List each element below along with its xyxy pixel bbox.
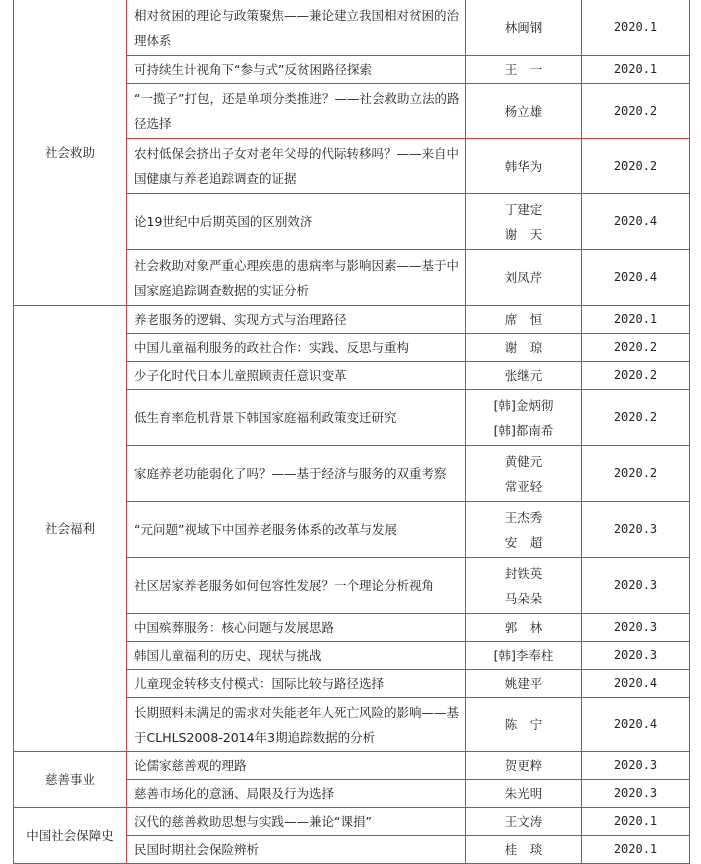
issue-date-cell: 2020.3	[582, 502, 690, 558]
article-title-cell: 养老服务的逻辑、实现方式与治理路径	[127, 306, 466, 334]
author-name: 王文涛	[504, 814, 543, 829]
table-row	[14, 306, 690, 334]
author-name: 朱光明	[504, 786, 543, 801]
article-title-cell: 社区居家养老服务如何包容性发展？一个理论分析视角	[127, 558, 466, 614]
article-title-cell: 家庭养老功能弱化了吗？——基于经济与服务的双重考察	[127, 446, 466, 502]
issue-date-cell: 2020.3	[582, 642, 690, 670]
issue-date-cell: 2020.2	[582, 362, 690, 390]
article-title-cell: 韩国儿童福利的历史、现状与挑战	[127, 642, 466, 670]
article-title-cell: 少子化时代日本儿童照顾责任意识变革	[127, 362, 466, 390]
author-name: 常亚轻	[504, 478, 543, 494]
issue-date-cell: 2020.2	[582, 446, 690, 502]
author-cell	[466, 306, 582, 334]
category-cell: 社会救助	[14, 0, 127, 306]
issue-date-cell: 2020.3	[582, 780, 690, 808]
author-name: 郭 林	[504, 620, 543, 635]
article-title-cell: 中国儿童福利服务的政社合作：实践、反思与重构	[127, 334, 466, 362]
author-cell	[466, 194, 582, 250]
author-name: 谢 天	[504, 226, 543, 242]
article-title-cell: 社会救助对象严重心理疾患的患病率与影响因素——基于中国家庭追踪调查数据的实证分析	[127, 250, 466, 306]
author-cell	[466, 808, 582, 836]
author-name: 封铁英	[504, 565, 543, 581]
issue-date-cell: 2020.2	[582, 84, 690, 139]
author-name: 韩华为	[504, 158, 543, 174]
issue-date-cell: 2020.2	[582, 139, 690, 194]
issue-date-cell: 2020.1	[582, 836, 690, 864]
author-name: 马朵朵	[504, 590, 543, 606]
table-row	[14, 808, 690, 836]
author-name: 安 超	[504, 534, 543, 550]
author-cell	[466, 670, 582, 698]
article-title-cell: 相对贫困的理论与政策聚焦——兼论建立我国相对贫困的治理体系	[127, 0, 466, 56]
issue-date-cell: 2020.2	[582, 390, 690, 446]
issue-date-cell: 2020.2	[582, 334, 690, 362]
author-name: 丁建定	[504, 201, 543, 217]
category-cell: 中国社会保障史	[14, 808, 127, 864]
table-row	[14, 0, 690, 56]
author-cell	[466, 84, 582, 139]
author-name: 林闽钢	[504, 20, 543, 35]
category-cell: 社会福利	[14, 306, 127, 752]
article-title-cell: 论儒家慈善观的理路	[127, 752, 466, 780]
table-row	[14, 752, 690, 780]
author-name: 贺更粹	[504, 758, 543, 773]
author-name: 张继元	[504, 368, 543, 383]
author-cell	[466, 250, 582, 306]
author-cell	[466, 56, 582, 84]
article-title-cell: “一揽子”打包，还是单项分类推进？——社会救助立法的路径选择	[127, 84, 466, 139]
author-name: 王杰秀	[504, 509, 543, 525]
author-cell	[466, 0, 582, 56]
article-title-cell: 可持续生计视角下“参与式”反贫困路径探索	[127, 56, 466, 84]
author-name: 杨立雄	[504, 103, 543, 119]
author-cell	[466, 836, 582, 864]
author-name: [韩]李奉柱	[493, 648, 554, 663]
article-title-cell: 长期照料未满足的需求对失能老年人死亡风险的影响——基于CLHLS2008-2014年3期追踪数据的分析	[127, 698, 466, 752]
author-cell	[466, 446, 582, 502]
issue-date-cell: 2020.1	[582, 306, 690, 334]
author-cell	[466, 139, 582, 194]
issue-date-cell: 2020.1	[582, 0, 690, 56]
author-cell	[466, 698, 582, 752]
issue-date-cell: 2020.1	[582, 56, 690, 84]
author-name: 姚建平	[504, 676, 543, 691]
author-name: [韩]金炳彻	[493, 397, 554, 413]
author-cell	[466, 558, 582, 614]
author-cell	[466, 642, 582, 670]
article-title-cell: 汉代的慈善救助思想与实践——兼论“课捐”	[127, 808, 466, 836]
author-name: 谢 琼	[504, 340, 543, 355]
issue-date-cell: 2020.3	[582, 558, 690, 614]
article-title-cell: “元问题”视域下中国养老服务体系的改革与发展	[127, 502, 466, 558]
category-cell: 慈善事业	[14, 752, 127, 808]
article-title-cell: 论19世纪中后期英国的区别效济	[127, 194, 466, 250]
author-name: [韩]都南希	[493, 422, 554, 438]
author-cell	[466, 780, 582, 808]
author-name: 刘凤芹	[504, 270, 543, 285]
issue-date-cell: 2020.4	[582, 194, 690, 250]
article-title-cell: 低生育率危机背景下韩国家庭福利政策变迁研究	[127, 390, 466, 446]
issue-date-cell: 2020.4	[582, 698, 690, 752]
article-title-cell: 民国时期社会保险辨析	[127, 836, 466, 864]
issue-date-cell: 2020.1	[582, 808, 690, 836]
article-title-cell: 儿童现金转移支付模式：国际比较与路径选择	[127, 670, 466, 698]
article-title-cell: 慈善市场化的意涵、局限及行为选择	[127, 780, 466, 808]
author-cell	[466, 752, 582, 780]
author-cell	[466, 362, 582, 390]
author-name: 席 恒	[504, 312, 543, 327]
issue-date-cell: 2020.3	[582, 614, 690, 642]
issue-date-cell: 2020.4	[582, 670, 690, 698]
author-cell	[466, 502, 582, 558]
author-name: 黄健元	[504, 453, 543, 469]
author-cell	[466, 614, 582, 642]
article-title-cell: 中国殡葬服务：核心问题与发展思路	[127, 614, 466, 642]
author-cell	[466, 334, 582, 362]
issue-date-cell: 2020.4	[582, 250, 690, 306]
issue-date-cell: 2020.3	[582, 752, 690, 780]
author-name: 桂 琰	[504, 842, 543, 857]
author-cell	[466, 390, 582, 446]
author-name: 陈 宁	[504, 717, 543, 732]
article-table	[13, 0, 690, 864]
author-name: 王 一	[504, 62, 543, 77]
article-title-cell: 农村低保会挤出子女对老年父母的代际转移吗？——来自中国健康与养老追踪调查的证据	[127, 139, 466, 194]
article-table-body	[14, 0, 690, 864]
